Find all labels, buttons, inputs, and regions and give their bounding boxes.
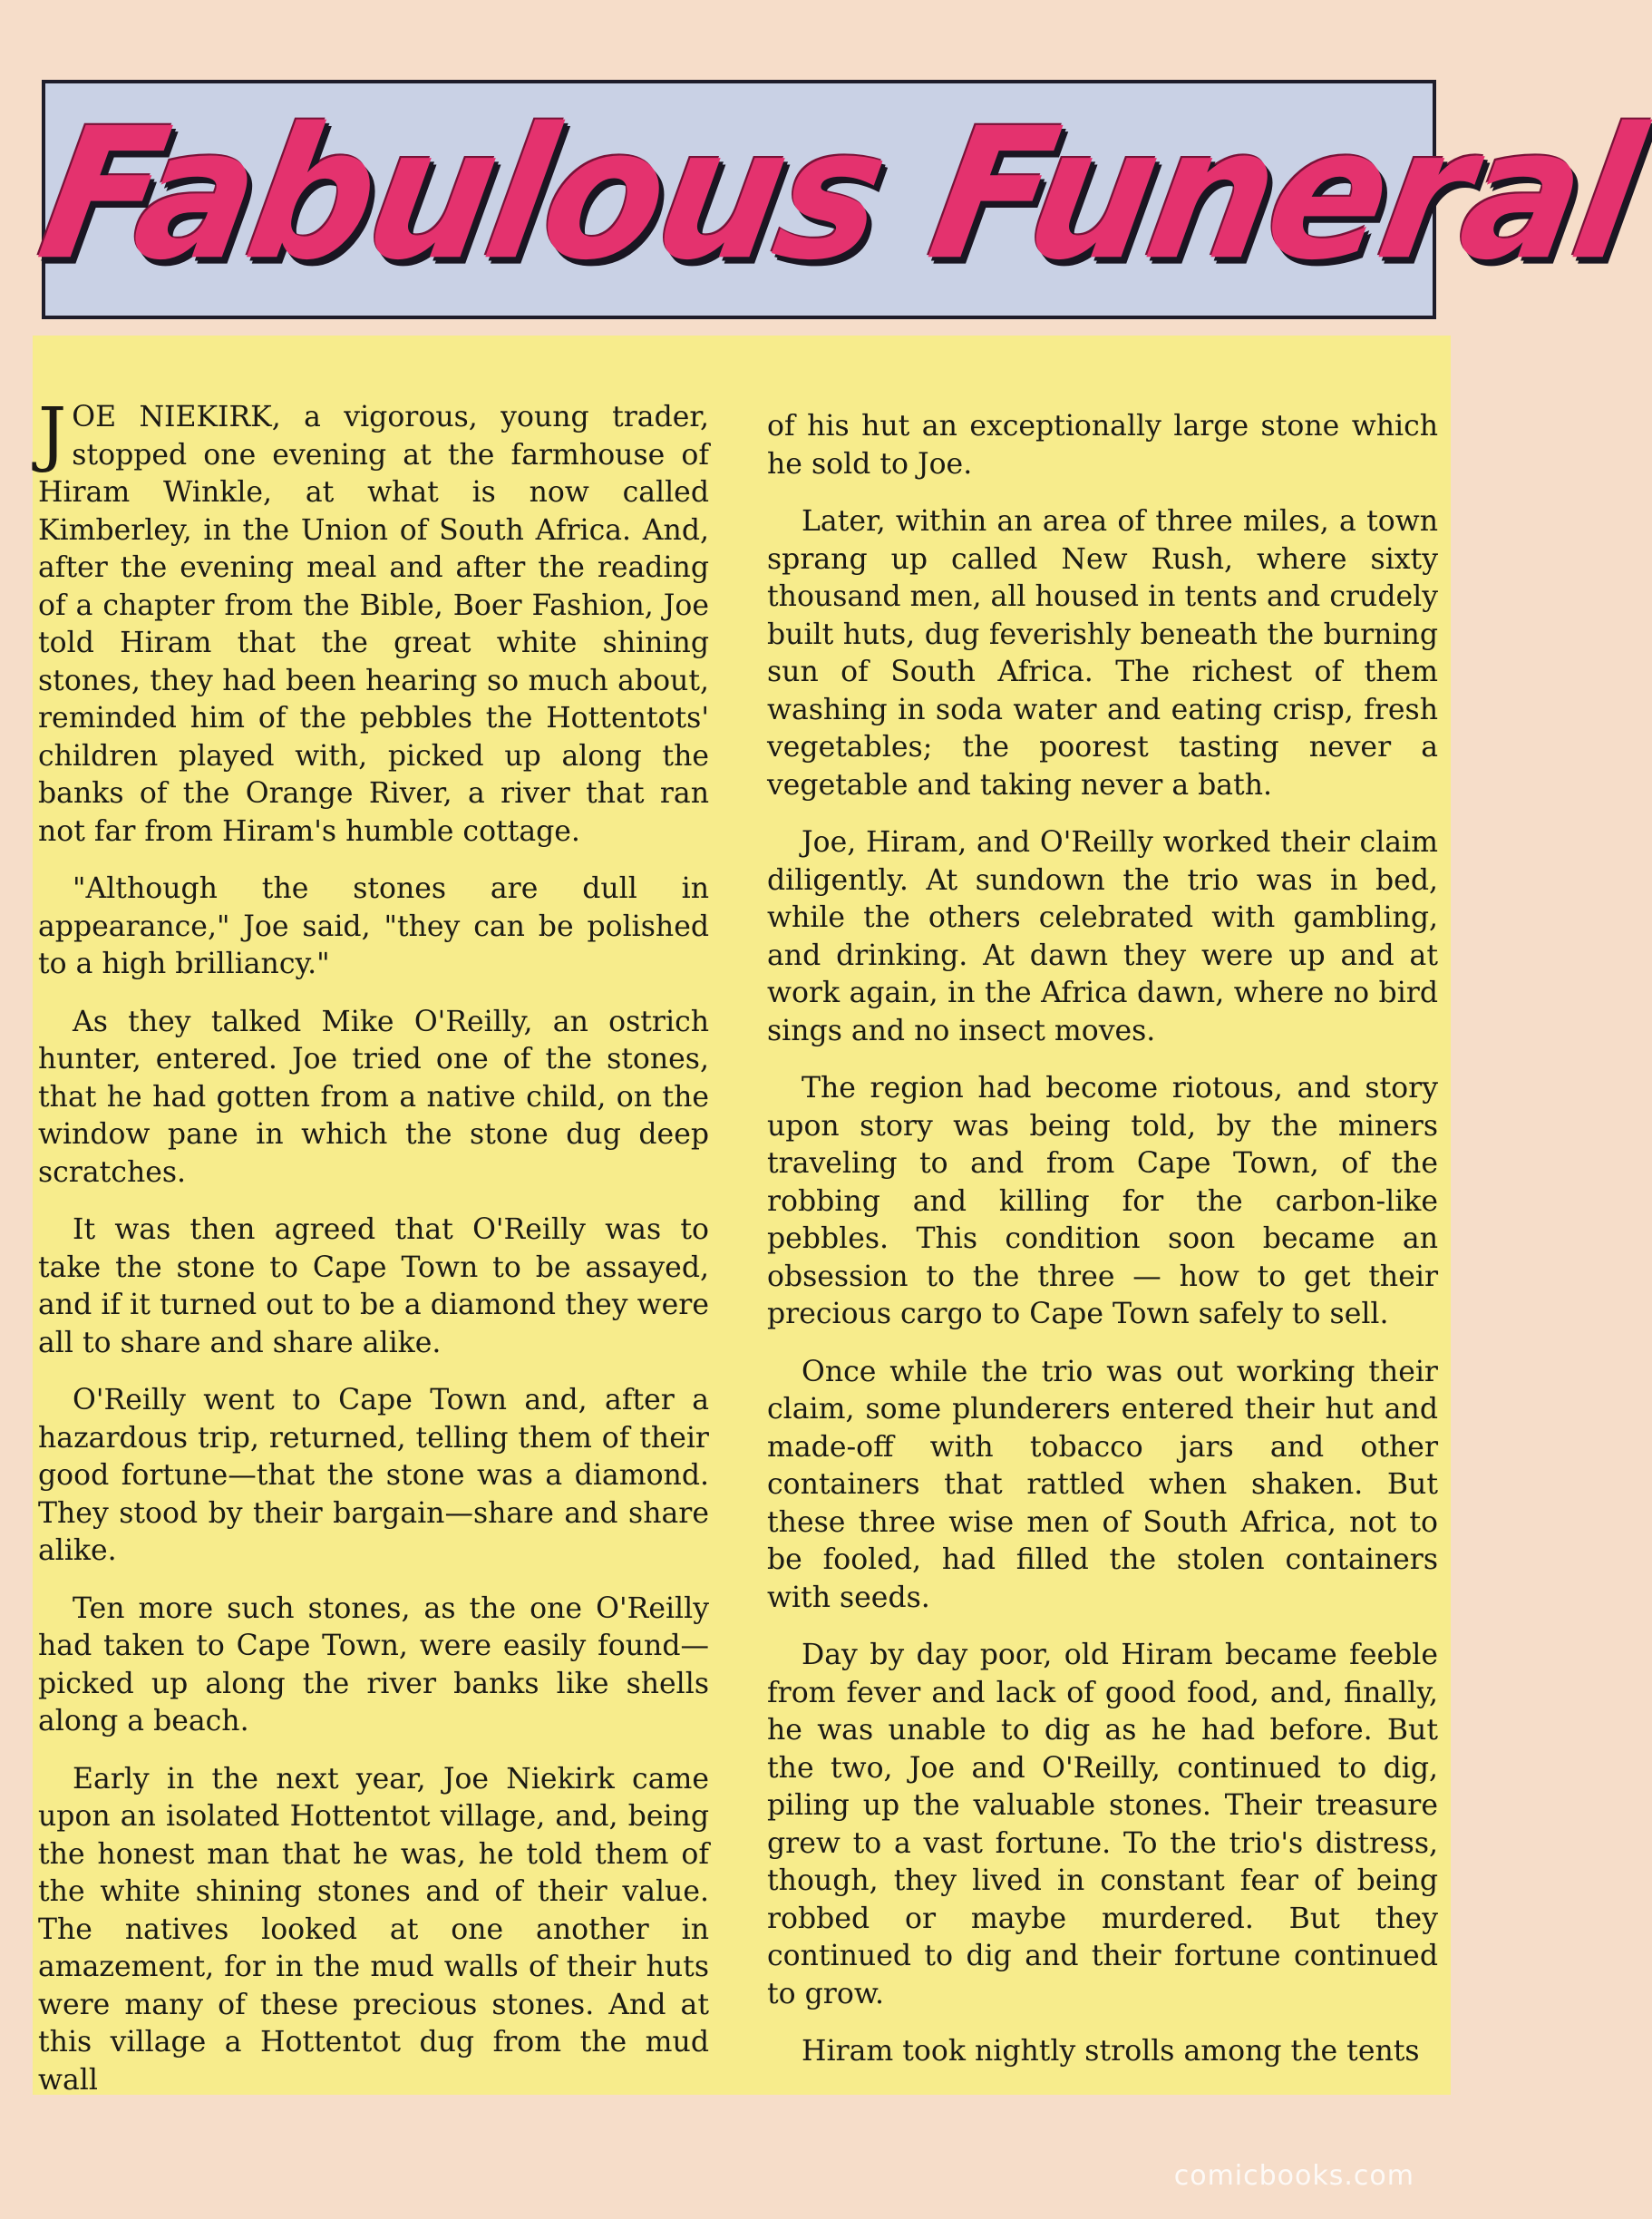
paragraph [38,394,709,851]
drop-cap: J [38,394,67,475]
paragraph: Later, within an area of three miles, a town sprang up called New Rush, where sixty thousand men, all housed in tents and crudely built huts, dug feverishly beneath the burning sun of South Africa. The richest of them washing in soda water and eating crisp, fresh vegetables; the poorest tasting never a vegetable and taking never a bath. [767,505,1438,802]
paragraph: It was then agreed that O'Reilly was to take the stone to Cape Town to be assayed, and if it turned out to be a diamond they were all to share and share alike. [38,1213,709,1359]
paragraph: "Although the stones are dull in appearance," Joe said, "they can be polished to a high brilliancy." [38,872,709,980]
paragraph: Once while the trio was out working their claim, some plunderers entered their hut and made-off with tobacco jars and other containers that rattled when shaken. But these three wise men of South Africa, not to be fooled, had filled the stolen containers with seeds. [767,1355,1438,1614]
site-watermark: comicbooks.com [1173,2160,1414,2192]
paragraph: As they talked Mike O'Reilly, an ostrich hunter, entered. Joe tried one of the stones, that he had gotten from a native child, on the window pane in which the stone dug deep scratches. [38,1005,709,1189]
right-column [767,408,1438,2091]
paragraph: Early in the next year, Joe Niekirk came upon an isolated Hottentot village, and, being the honest man that he was, he told them of the white shining stones and of their value. The natives looked at one another in amazement, for in the mud walls of their huts were many of these precious stones. And at this village a Hottentot dug from the mud wall [38,1762,709,2097]
left-column [38,394,709,2119]
paragraph: Joe, Hiram, and O'Reilly worked their claim diligently. At sundown the trio was in bed, while the others celebrated with gambling, and drinking. At dawn they were up and at work again, in the Africa dawn, where no bird sings and no insect moves. [767,826,1438,1047]
paragraph: Ten more such stones, as the one O'Reilly had taken to Cape Town, were easily found—picked up along the river banks like shells along a beach. [38,1591,709,1737]
paragraph: Day by day poor, old Hiram became feeble from fever and lack of good food, and, finally, he was unable to dig as he had before. But the two, Joe and O'Reilly, continued to dig, piling up the valuable stones. Their treasure grew to a vast fortune. To the trio's distress, though, they lived in constant fear of being robbed or maybe murdered. But they continued to dig and their fortune continued to grow. [767,1639,1438,2010]
paragraph: Hiram took nightly strolls among the tents [802,2035,1420,2068]
paragraph: The region had become riotous, and story upon story was being told, by the miners traveling to and from Cape Town, of the robbing and killing for the carbon-like pebbles. This condition soon became an obsession to the three — how to get their precious cargo to Cape Town safely to sell. [767,1072,1438,1330]
paragraph-continuation: of his hut an exceptionally large stone which he sold to Joe. [767,410,1438,481]
title-banner [26,80,1652,319]
paragraph: O'Reilly went to Cape Town and, after a hazardous trip, returned, telling them of their good fortune—that the stone was a diamond. They stood by their bargain—share and share alike. [38,1384,709,1567]
paragraph-text: OE NIEKIRK, a vigorous, young trader, stopped one evening at the farmhouse of Hiram Winkle, at what is now called Kimberley, in the Union of South Africa. And, after the evening meal and after the reading of a chapter from the Bible, Boer Fashion, Joe told Hiram that the great white shining stones, they had been hearing so much about, reminded him of the pebbles the Hottentots' children played with, picked up along the banks of the Orange River, a river that ran not far from Hiram's humble cottage. [38,401,709,848]
story-title: Fabulous Funeral [26,89,1652,300]
